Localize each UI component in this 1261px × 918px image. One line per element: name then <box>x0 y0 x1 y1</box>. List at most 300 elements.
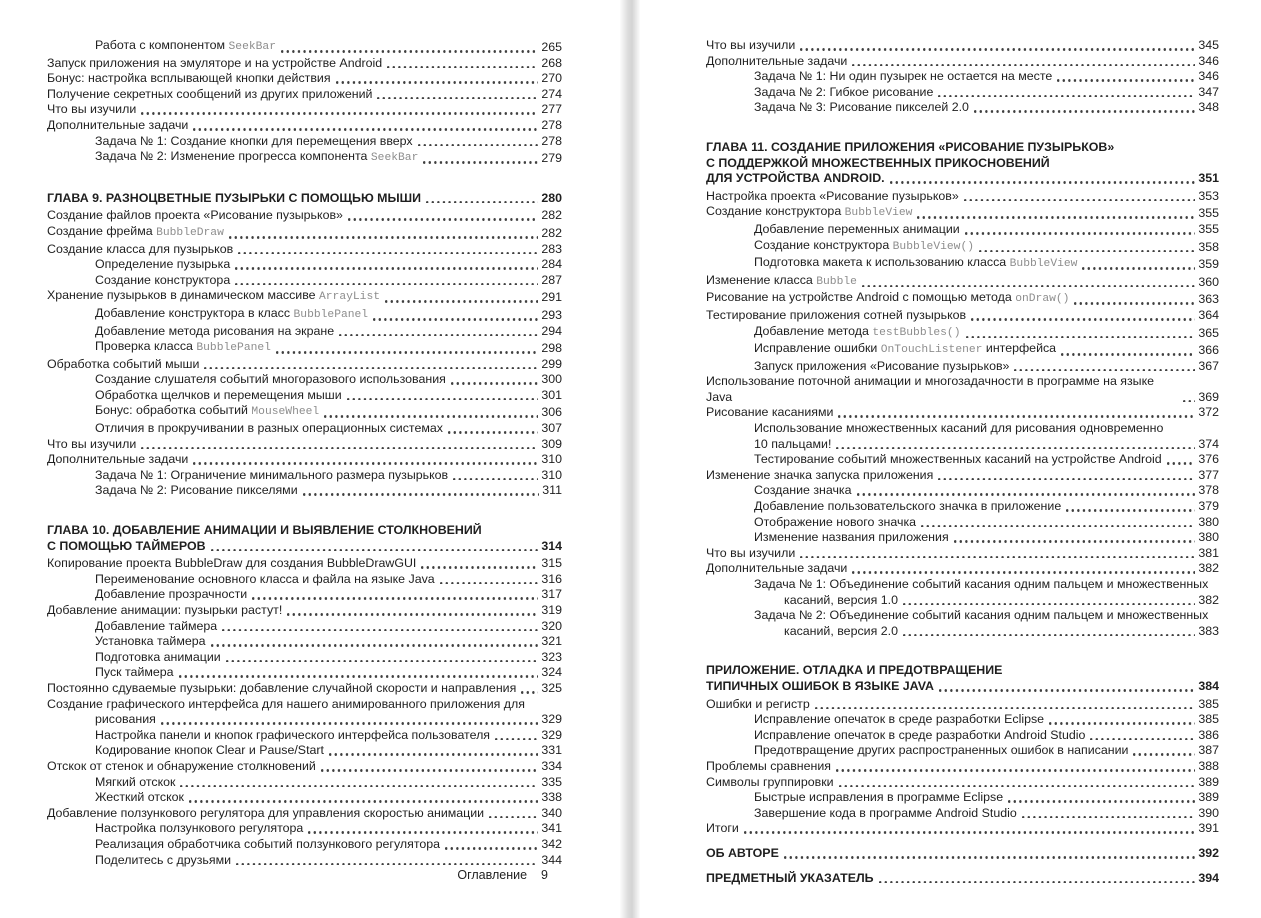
toc-page-number: 389 <box>1198 774 1219 789</box>
toc-line <box>47 619 562 635</box>
toc-page-number: 277 <box>541 102 562 117</box>
toc-entry <box>47 71 562 87</box>
toc-entry-text: Создание слушателя событий многоразового использования <box>95 372 446 387</box>
dot-leader <box>862 285 1195 288</box>
dot-leader <box>852 571 1195 574</box>
toc-page-number: 329 <box>541 712 562 727</box>
toc-entry-text: ГЛАВА 10. ДОБАВЛЕНИЕ АНИМАЦИИ И ВЫЯВЛЕНИЕ СТОЛКНОВЕНИЙ <box>47 523 482 538</box>
dot-leader <box>744 831 1196 834</box>
dot-leader <box>954 540 1196 543</box>
dot-leader <box>276 351 538 354</box>
dot-leader <box>222 629 538 632</box>
toc-page-number: 372 <box>1198 405 1219 420</box>
toc-line <box>706 593 1219 609</box>
toc-entry-text: Создание конструктора <box>95 272 231 287</box>
toc-page-number: 314 <box>541 538 562 553</box>
toc-page-number: 391 <box>1198 821 1219 836</box>
toc-entry-text: касаний, версия 1.0 <box>784 592 898 607</box>
toc-entry-text: Задача № 2: Изменение прогресса компонента SeekBar <box>95 149 419 165</box>
toc-page-number: 300 <box>541 372 562 387</box>
dot-leader <box>857 493 1196 496</box>
toc-line <box>706 775 1219 791</box>
toc-entry-text: Кодирование кнопок Clear и Pause/Start <box>95 743 324 758</box>
toc-entry <box>706 324 1219 342</box>
toc-line <box>47 790 562 806</box>
toc-entry <box>706 222 1219 238</box>
toc-entry <box>706 759 1219 775</box>
toc-entry <box>47 118 562 134</box>
toc-line <box>706 189 1219 205</box>
toc-page-number: 342 <box>541 836 562 851</box>
dot-leader <box>966 336 1196 339</box>
toc-line <box>706 577 1219 593</box>
toc-entry-text: Создание фрейма BubbleDraw <box>47 223 224 239</box>
toc-entry <box>706 790 1219 806</box>
toc-entry-text: Бонус: обработка событий MouseWheel <box>95 403 320 419</box>
toc-page-number: 278 <box>541 117 562 132</box>
toc-entry <box>706 69 1219 85</box>
toc-page-number: 331 <box>541 743 562 758</box>
dot-leader <box>193 462 538 465</box>
toc-entry-text: касаний, версия 2.0 <box>784 623 898 638</box>
toc-line <box>47 38 562 56</box>
toc-line <box>706 405 1219 421</box>
toc-page-left <box>0 0 620 918</box>
toc-entry <box>47 556 562 572</box>
toc-line <box>706 663 1219 679</box>
toc-chapter-entry <box>47 191 562 207</box>
toc-entry <box>706 100 1219 116</box>
toc-line <box>47 357 562 373</box>
dot-leader <box>903 634 1195 637</box>
dot-leader <box>193 128 538 131</box>
toc-entry <box>47 357 562 373</box>
toc-entry-text: Обработка событий мыши <box>47 356 200 371</box>
toc-line <box>706 204 1219 222</box>
toc-page-number: 287 <box>541 272 562 287</box>
toc-line <box>47 118 562 134</box>
toc-page-number: 338 <box>541 790 562 805</box>
dot-leader <box>1014 369 1195 372</box>
dot-leader <box>347 398 539 401</box>
page-gutter <box>620 0 640 918</box>
toc-line <box>706 546 1219 562</box>
toc-entry-text: Тестирование приложения сотней пузырьков <box>706 307 967 322</box>
toc-chapter-entry <box>706 140 1219 187</box>
toc-line <box>47 149 562 167</box>
dot-leader <box>800 556 1195 559</box>
dot-leader <box>453 478 538 481</box>
toc-entry-text: Изменение названия приложения <box>754 530 949 545</box>
dot-leader <box>938 95 1195 98</box>
toc-line <box>706 437 1219 453</box>
toc-entry-text: Что вы изучили <box>706 38 796 52</box>
toc-page-number: 274 <box>541 86 562 101</box>
dot-leader <box>377 97 538 100</box>
dot-leader <box>204 367 538 370</box>
toc-entry-text: ДЛЯ УСТРОЙСТВА ANDROID. <box>706 171 885 186</box>
toc-entry <box>706 806 1219 822</box>
toc-entry-text: Поделитесь с друзьями <box>95 852 232 867</box>
dot-leader <box>189 800 538 803</box>
dot-leader <box>141 112 538 115</box>
toc-entry <box>706 775 1219 791</box>
toc-entry-text: Дополнительные задачи <box>706 53 848 68</box>
toc-entry <box>706 54 1219 70</box>
toc-page-number: 348 <box>1198 100 1219 115</box>
toc-line <box>706 324 1219 342</box>
toc-page-number: 325 <box>541 680 562 695</box>
toc-line <box>47 339 562 357</box>
toc-page-number: 293 <box>541 307 562 322</box>
dot-leader <box>161 722 538 725</box>
toc-page-number: 359 <box>1198 257 1219 272</box>
dot-leader <box>385 300 538 303</box>
toc-entry <box>706 255 1219 273</box>
toc-entry-text: Настройка ползункового регулятора <box>95 821 304 836</box>
toc-entry <box>706 290 1219 308</box>
toc-line <box>706 359 1219 375</box>
toc-entry-text: Исправление опечаток в среде разработки Android Studio <box>754 727 1086 742</box>
toc-page-number: 265 <box>541 40 562 54</box>
toc-entry <box>706 728 1219 744</box>
toc-page-number: 282 <box>541 225 562 240</box>
toc-entry-text: Пуск таймера <box>95 665 174 680</box>
toc-entry <box>47 634 562 650</box>
toc-line <box>706 38 1219 54</box>
toc-line <box>706 821 1219 837</box>
dot-leader <box>445 847 538 850</box>
toc-entry-text: Добавление конструктора в класс BubblePanel <box>95 305 369 321</box>
toc-line <box>706 85 1219 101</box>
toc-page-number: 329 <box>541 727 562 742</box>
toc-entry <box>47 790 562 806</box>
toc-page-number: 351 <box>1198 171 1219 186</box>
toc-entry <box>47 339 562 357</box>
toc-entry-text: Что вы изучили <box>47 102 137 117</box>
toc-page-number: 392 <box>1198 845 1219 860</box>
toc-entry-text: Задача № 2: Объединение событий касания одним пальцем и множественных <box>754 608 1209 623</box>
dot-leader <box>141 447 538 450</box>
toc-entry-text: ПРЕДМЕТНЫЙ УКАЗАТЕЛЬ <box>706 870 874 885</box>
toc-page-number: 381 <box>1198 545 1219 560</box>
toc-page-number: 345 <box>1198 38 1219 52</box>
toc-entry-text: Постоянно сдуваемые пузырьки: добавление случайной скорости и направления <box>47 680 517 695</box>
toc-entry <box>47 681 562 697</box>
toc-entry <box>47 483 562 499</box>
toc-line <box>706 608 1219 624</box>
toc-entry <box>47 619 562 635</box>
toc-entry <box>47 134 562 150</box>
toc-entry <box>47 468 562 484</box>
toc-entry-text: Добавление переменных анимации <box>754 221 960 236</box>
toc-entry-text: Использование множественных касаний для рисования одновременно <box>754 421 1164 436</box>
toc-entry <box>706 273 1219 291</box>
toc-entry <box>47 224 562 242</box>
toc-entry-text: рисования <box>95 712 156 727</box>
toc-line <box>47 728 562 744</box>
toc-entry <box>47 56 562 72</box>
dot-leader <box>448 431 538 434</box>
toc-entry-text: Задача № 2: Рисование пикселями <box>95 483 298 498</box>
toc-entry-text: ОБ АВТОРЕ <box>706 845 779 860</box>
dot-leader <box>426 201 538 204</box>
toc-page-number: 311 <box>542 483 562 498</box>
dot-leader <box>1008 800 1195 803</box>
dot-leader <box>838 415 1195 418</box>
toc-page-number: 346 <box>1198 69 1219 84</box>
dot-leader <box>1066 509 1195 512</box>
toc-entry <box>706 530 1219 546</box>
toc-page-number: 387 <box>1198 743 1219 758</box>
toc-entry-text: Определение пузырька <box>95 257 231 272</box>
toc-line <box>706 255 1219 273</box>
toc-line <box>706 743 1219 759</box>
toc-line <box>706 452 1219 468</box>
toc-page-number: 346 <box>1198 53 1219 68</box>
toc-entry <box>47 665 562 681</box>
code-term: BubblePanel <box>293 308 369 321</box>
toc-line <box>47 324 562 340</box>
toc-line <box>706 871 1219 887</box>
toc-page-number: 282 <box>541 208 562 223</box>
code-term: MouseWheel <box>251 406 320 419</box>
dot-leader <box>1167 462 1196 465</box>
toc-page-number: 307 <box>541 421 562 436</box>
toc-entry-text: Получение секретных сообщений из других приложений <box>47 86 373 101</box>
toc-entry <box>47 728 562 744</box>
toc-entry-text: Запуск приложения на эмуляторе и на устройстве Android <box>47 55 383 70</box>
toc-line <box>47 587 562 603</box>
toc-page-number: 376 <box>1198 452 1219 467</box>
dot-leader <box>879 881 1196 884</box>
toc-line <box>47 775 562 791</box>
toc-page-number: 358 <box>1198 239 1219 254</box>
toc-entry <box>47 743 562 759</box>
toc-entry-text: Рисование касаниями <box>706 405 834 420</box>
code-term: testBubbles() <box>872 326 961 339</box>
toc-page-number: 315 <box>541 556 562 571</box>
dot-leader <box>451 382 538 385</box>
toc-entry-text: Добавление пользовательского значка в приложение <box>754 499 1062 514</box>
toc-entry-text: Создание конструктора BubbleView() <box>754 237 975 253</box>
toc-entry <box>47 403 562 421</box>
toc-line <box>47 306 562 324</box>
toc-entry-text: Добавление таймера <box>95 618 218 633</box>
dot-leader <box>1074 302 1195 305</box>
toc-entry-text: ТИПИЧНЫХ ОШИБОК В ЯЗЫКЕ JAVA <box>706 678 934 693</box>
toc-entry-text: ПРИЛОЖЕНИЕ. ОТЛАДКА И ПРЕДОТВРАЩЕНИЕ <box>706 663 1003 678</box>
toc-line <box>706 69 1219 85</box>
toc-entry-text: Реализация обработчика событий ползункового регулятора <box>95 836 441 851</box>
toc-entry <box>47 697 562 728</box>
toc-line <box>47 681 562 697</box>
toc-line <box>47 806 562 822</box>
toc-entry-text: Добавление прозрачности <box>95 587 248 602</box>
toc-list-left <box>0 0 620 868</box>
toc-line <box>706 100 1219 116</box>
toc-line <box>47 208 562 224</box>
toc-line <box>706 679 1219 695</box>
toc-entry <box>47 273 562 289</box>
dot-leader <box>1183 400 1195 403</box>
dot-leader <box>815 707 1196 710</box>
toc-page-number: 355 <box>1198 206 1219 221</box>
toc-entry <box>47 388 562 404</box>
toc-line <box>47 556 562 572</box>
dot-leader <box>373 318 538 321</box>
toc-entry-text: Переименование основного класса и файла на языке Java <box>95 571 435 586</box>
toc-page-number: 335 <box>541 774 562 789</box>
toc-line <box>47 273 562 289</box>
toc-entry <box>47 421 562 437</box>
code-term: SeekBar <box>370 152 419 165</box>
toc-entry <box>47 759 562 775</box>
toc-page-number: 310 <box>541 467 562 482</box>
toc-entry-text: Установка таймера <box>95 634 206 649</box>
toc-line <box>47 388 562 404</box>
toc-line <box>47 468 562 484</box>
dot-leader <box>308 831 538 834</box>
toc-entry-text: С ПОМОЩЬЮ ТАЙМЕРОВ <box>47 538 206 553</box>
toc-page-number: 284 <box>541 257 562 272</box>
toc-entry <box>47 437 562 453</box>
toc-page-number: 347 <box>1198 84 1219 99</box>
toc-entry <box>706 697 1219 713</box>
code-term: BubbleView() <box>892 240 975 253</box>
toc-entry <box>706 712 1219 728</box>
toc-entry <box>47 452 562 468</box>
toc-entry-text: Настройка проекта «Рисование пузырьков» <box>706 188 959 203</box>
toc-page-number: 283 <box>541 241 562 256</box>
toc-entry-text: Задача № 1: Ни один пузырек не остается на месте <box>754 69 1053 84</box>
toc-entry <box>706 38 1219 54</box>
code-term: BubbleView <box>844 207 913 220</box>
toc-page-number: 385 <box>1198 696 1219 711</box>
toc-page-number: 299 <box>541 356 562 371</box>
dot-leader <box>1049 722 1195 725</box>
toc-entry-text: Ошибки и регистр <box>706 696 810 711</box>
toc-line <box>47 71 562 87</box>
dot-leader <box>324 415 538 418</box>
toc-entry-text: Завершение кода в программе Android Studio <box>754 805 1017 820</box>
toc-entry-text: Быстрые исправления в программе Eclipse <box>754 790 1004 805</box>
toc-entry-text: Бонус: настройка всплывающей кнопки действия <box>47 71 331 86</box>
toc-page-number: 378 <box>1198 483 1219 498</box>
toc-line <box>47 603 562 619</box>
dot-leader <box>836 769 1195 772</box>
toc-line <box>47 634 562 650</box>
toc-entry <box>706 204 1219 222</box>
toc-entry-text: Работа с компонентом SeekBar <box>95 38 276 53</box>
toc-line <box>706 697 1219 713</box>
toc-entry <box>47 208 562 224</box>
toc-entry <box>706 561 1219 577</box>
toc-entry-text: Задача № 1: Создание кнопки для перемещения вверх <box>95 133 413 148</box>
toc-page-number: 394 <box>1198 870 1219 885</box>
dot-leader <box>235 283 538 286</box>
toc-line <box>706 728 1219 744</box>
toc-entry-text: Запуск приложения «Рисование пузырьков» <box>754 358 1010 373</box>
page-footer <box>457 868 548 882</box>
toc-entry-text: Рисование на устройстве Android с помощью метода onDraw() <box>706 290 1070 306</box>
toc-page-number: 389 <box>1198 790 1219 805</box>
toc-chapter-entry <box>706 846 1219 862</box>
toc-line <box>706 374 1219 405</box>
toc-entry <box>47 821 562 837</box>
toc-line <box>47 759 562 775</box>
toc-line <box>47 191 562 207</box>
toc-line <box>47 697 562 713</box>
dot-leader <box>971 318 1195 321</box>
toc-entry-text: Проверка класса BubblePanel <box>95 339 271 355</box>
toc-entry <box>706 308 1219 324</box>
code-term: BubblePanel <box>196 342 271 355</box>
dot-leader <box>939 689 1195 692</box>
toc-line <box>47 288 562 306</box>
toc-entry <box>706 359 1219 375</box>
toc-line <box>47 572 562 588</box>
dot-leader <box>321 769 538 772</box>
toc-page-number: 377 <box>1198 467 1219 482</box>
toc-entry <box>706 405 1219 421</box>
toc-entry-text: Задача № 1: Ограничение минимального размера пузырьков <box>95 467 449 482</box>
toc-entry <box>706 546 1219 562</box>
dot-leader <box>800 48 1195 51</box>
toc-entry-text: Добавление метода testBubbles() <box>754 323 961 339</box>
toc-line <box>706 483 1219 499</box>
toc-line <box>706 846 1219 862</box>
toc-entry <box>47 853 562 869</box>
toc-line <box>706 624 1219 640</box>
toc-page-number: 388 <box>1198 758 1219 773</box>
toc-line <box>47 483 562 499</box>
toc-page-number: 316 <box>541 571 562 586</box>
toc-page-number: 306 <box>541 405 562 420</box>
dot-leader <box>839 785 1196 788</box>
toc-page-number: 270 <box>541 71 562 86</box>
dot-leader <box>784 856 1195 859</box>
dot-leader <box>979 250 1195 253</box>
dot-leader <box>418 144 539 147</box>
toc-page-number: 355 <box>1198 221 1219 236</box>
toc-line <box>706 499 1219 515</box>
toc-entry <box>706 374 1219 405</box>
toc-page-number: 363 <box>1198 292 1219 307</box>
toc-entry-text: Что вы изучили <box>47 436 137 451</box>
dot-leader <box>287 613 538 616</box>
toc-line <box>706 759 1219 775</box>
toc-entry-text: Задача № 3: Рисование пикселей 2.0 <box>754 100 969 115</box>
toc-line <box>706 561 1219 577</box>
toc-page-number: 374 <box>1198 436 1219 451</box>
toc-page-number: 382 <box>1198 561 1219 576</box>
toc-entry <box>47 102 562 118</box>
toc-line <box>47 650 562 666</box>
toc-page-number: 390 <box>1198 805 1219 820</box>
toc-entry-text: Проблемы сравнения <box>706 758 831 773</box>
dot-leader <box>890 181 1196 184</box>
dot-leader <box>236 863 538 866</box>
toc-page-number: 353 <box>1198 188 1219 203</box>
toc-entry <box>706 189 1219 205</box>
toc-entry-text: Добавление ползункового регулятора для управления скоростью анимации <box>47 805 485 820</box>
dot-leader <box>281 50 538 53</box>
toc-entry-text: Дополнительные задачи <box>706 561 848 576</box>
toc-page-number: 340 <box>541 805 562 820</box>
toc-line <box>47 421 562 437</box>
toc-entry-text: Создание графического интерфейса для нашего анимированного приложения для <box>47 696 525 711</box>
